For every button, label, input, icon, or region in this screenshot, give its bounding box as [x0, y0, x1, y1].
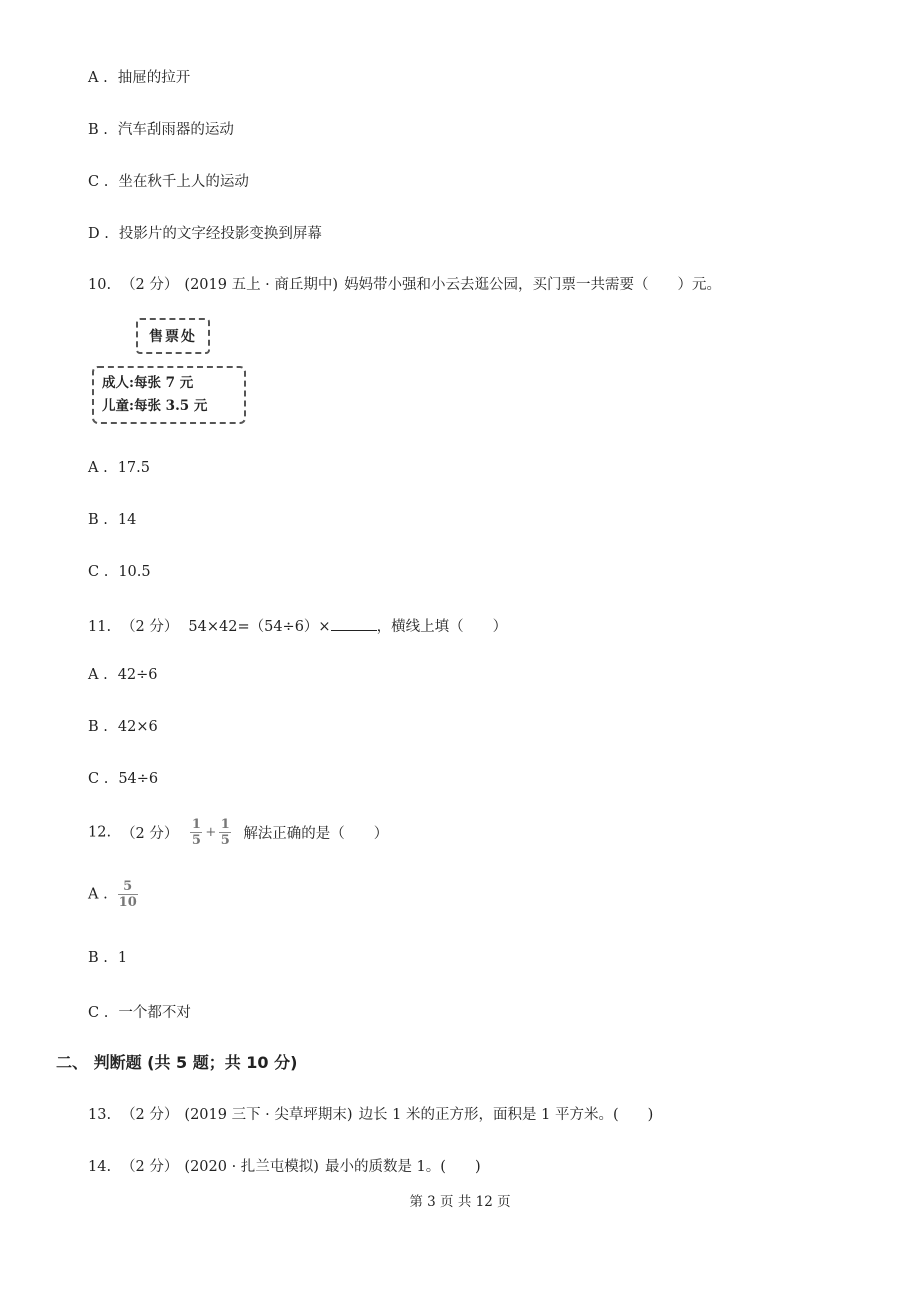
ticket-title: 售票处 [136, 318, 210, 354]
q11-stem: 11. （2 分） 54×42=（54÷6）× ，横线上填（ ） [88, 619, 508, 635]
q9-option-c: C . 坐在秋千上人的运动 [88, 174, 249, 190]
q14-stem: 14. （2 分） (2020 · 扎兰屯模拟) 最小的质数是 1。( ) [88, 1159, 481, 1175]
q9-option-b: B . 汽车刮雨器的运动 [88, 122, 234, 138]
section-2-title: 二、 判断题 (共 5 题；共 10 分) [56, 1053, 298, 1072]
q11-blank [331, 618, 377, 631]
ticket-office-image [90, 316, 254, 428]
q11-option-a: A . 42÷6 [88, 667, 158, 683]
q12-option-a: A . $\frac{5}{10}$ [88, 879, 137, 910]
q10-option-a: A . 17.5 [88, 460, 150, 476]
ticket-adult-price: 成人:每张 7 元 [102, 375, 194, 391]
fraction-one-fifth-2: $\frac{1}{5}$ [220, 817, 230, 848]
fraction-one-fifth: $\frac{1}{5}$ [191, 817, 201, 848]
q10-option-c: C . 10.5 [88, 564, 151, 580]
q12-option-c: C . 一个都不对 [88, 1005, 191, 1021]
q11-option-c: C . 54÷6 [88, 771, 159, 787]
ticket-child-price: 儿童:每张 3.5 元 [102, 398, 208, 414]
page-footer: 第 3 页 共 12 页 [409, 1194, 511, 1210]
q12-option-b: B . 1 [88, 950, 128, 966]
q9-option-d: D . 投影片的文字经投影变换到屏幕 [88, 226, 322, 242]
ticket-prices [92, 366, 246, 424]
q12-stem: 12. （2 分） $\frac{1}{5}$ + $\frac{1}{5}$ 解法正确的是（ ） [88, 817, 389, 848]
fraction-five-tenths: $\frac{5}{10}$ [118, 879, 137, 910]
q13-stem: 13. （2 分） (2019 三下 · 尖草坪期末) 边长 1 米的正方形，面积是 1 平方米。( ) [88, 1107, 654, 1123]
q11-option-b: B . 42×6 [88, 719, 158, 735]
q10-stem: 10. （2 分） (2019 五上 · 商丘期中) 妈妈带小强和小云去逛公园，买门票一共需要（ ）元。 [88, 277, 722, 293]
q10-option-b: B . 14 [88, 512, 137, 528]
q9-option-a: A . 抽屉的拉开 [88, 70, 191, 86]
